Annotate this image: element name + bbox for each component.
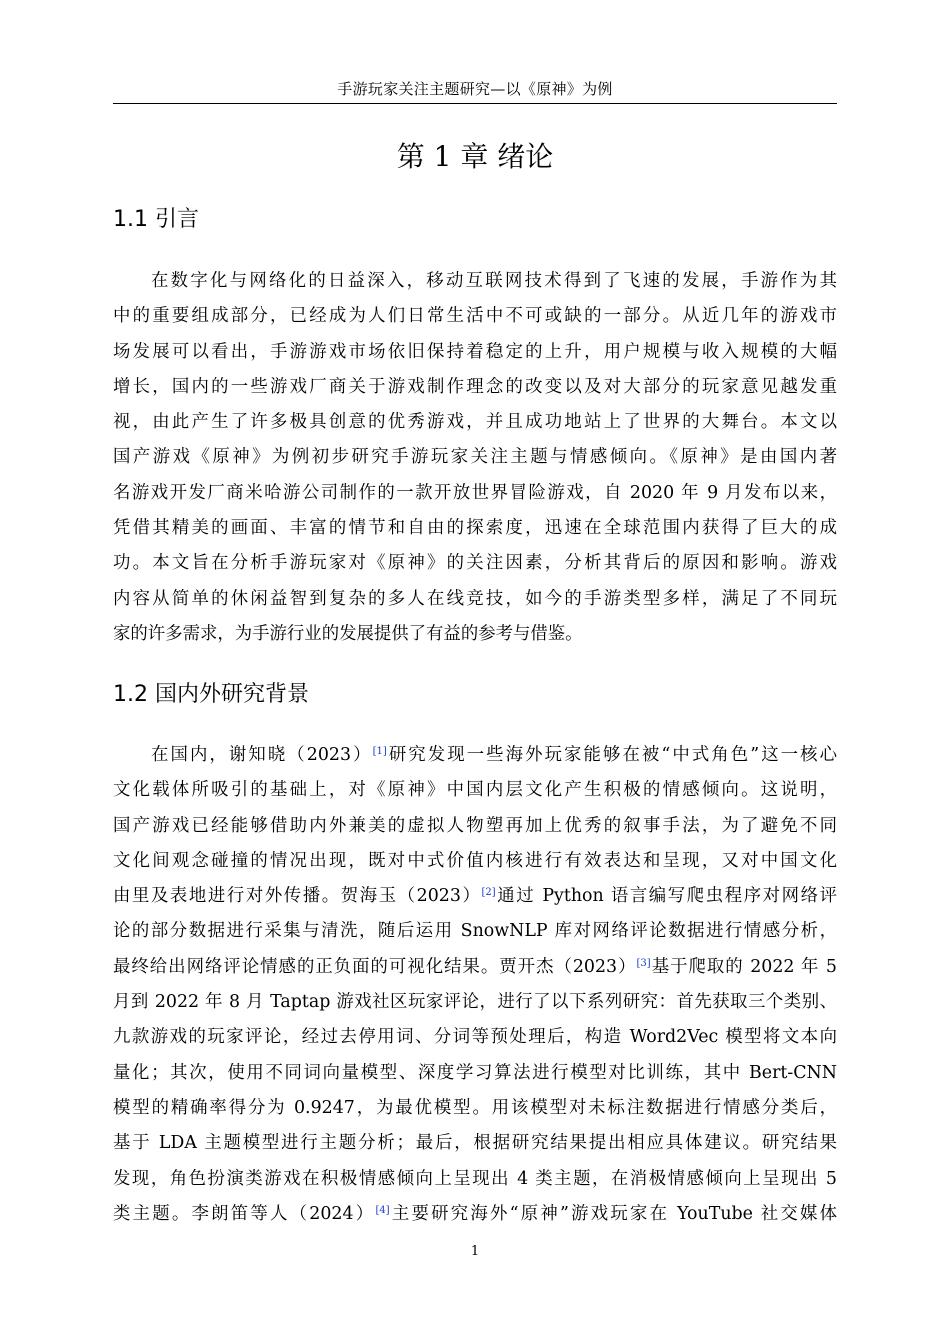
paragraph-line: 家的许多需求，为手游行业的发展提供了有益的参考与借鉴。 — [113, 623, 583, 644]
paragraph-line — [113, 1056, 837, 1091]
paragraph-line — [113, 1197, 837, 1232]
line-text: 文化间观念碰撞的情况出现，既对中式价值内核进行有效表达和呈现，又对中国文化 — [113, 850, 837, 871]
paragraph-line — [113, 773, 837, 808]
running-header: 手游玩家关注主题研究—以《原神》为例 — [337, 80, 613, 98]
header-rule — [113, 103, 837, 104]
line-text: 在国内，谢知晓（2023） — [151, 745, 373, 765]
line-text: 国产游戏已经能够借助内外兼美的虚拟人物塑再加上优秀的叙事手法，为了避免不同 — [113, 815, 837, 836]
paragraph-line — [113, 809, 837, 844]
chapter-title: 第 1 章 绪论 — [396, 140, 554, 173]
paragraph-line: 视，由此产生了许多极具创意的优秀游戏，并且成功地站上了世界的大舞台。本文以 — [113, 412, 837, 433]
paragraph-line — [113, 950, 837, 985]
page-number: 1 — [470, 1244, 480, 1259]
line-text: 量化；其次，使用不同词向量模型、深度学习算法进行模型对比训练，其中 Bert-CNN — [113, 1062, 837, 1083]
citation-link[interactable]: [3] — [636, 957, 651, 969]
paragraph-line — [113, 844, 837, 879]
section-heading-intro: 1.1 引言 — [113, 207, 199, 232]
paragraph-line: 功。本文旨在分析手游玩家对《原神》的关注因素，分析其背后的原因和影响。游戏 — [113, 553, 837, 574]
line-text: 文化载体所吸引的基础上，对《原神》中国内层文化产生积极的情感倾向。这说明， — [113, 780, 837, 801]
paragraph-line: 增长，国内的一些游戏厂商关于游戏制作理念的改变以及对大部分的玩家意见越发重 — [113, 376, 837, 397]
paragraph-line — [113, 914, 837, 949]
line-text: 基于 LDA 主题模型进行主题分析；最后，根据研究结果提出相应具体建议。研究结果 — [113, 1133, 837, 1154]
paragraph-line — [113, 879, 837, 914]
intro-paragraph — [113, 264, 837, 652]
paragraph-line: 内容从简单的休闲益智到复杂的多人在线竞技，如今的手游类型多样，满足了不同玩 — [113, 588, 837, 609]
paragraph-line: 名游戏开发厂商米哈游公司制作的一款开放世界冒险游戏，自 2020 年 9 月发布以来， — [113, 482, 837, 503]
paragraph-line — [113, 738, 837, 773]
paragraph-line — [113, 985, 837, 1020]
line-text: 模型的精确率得分为 0.9247，为最优模型。用该模型对未标注数据进行情感分类后， — [113, 1097, 837, 1118]
section-heading-background: 1.2 国内外研究背景 — [113, 682, 309, 707]
line-text: 通过 Python 语言编写爬虫程序对网络评 — [495, 886, 837, 907]
paragraph-line: 场发展可以看出，手游游戏市场依旧保持着稳定的上升，用户规模与收入规模的大幅 — [113, 341, 837, 362]
line-text: 发现，角色扮演类游戏在积极情感倾向上呈现出 4 类主题，在消极情感倾向上呈现出 5 — [113, 1168, 837, 1189]
line-text: 研究发现一些海外玩家能够在被“中式角色”这一核心 — [386, 745, 837, 765]
paragraph-line — [113, 1020, 837, 1055]
paragraph-line — [113, 1126, 837, 1161]
line-text: 论的部分数据进行采集与清洗，随后运用 SnowNLP 库对网络评论数据进行情感分析， — [113, 921, 837, 942]
line-text: 由里及表地进行对外传播。贺海玉（2023） — [113, 886, 482, 907]
line-text: 最终给出网络评论情感的正负面的可视化结果。贾开杰（2023） — [113, 956, 637, 977]
paragraph-line: 凭借其精美的画面、丰富的情节和自由的探索度，迅速在全球范围内获得了巨大的成 — [113, 518, 837, 539]
paragraph-line — [113, 1091, 837, 1126]
line-text: 类主题。李朗笛等人（2024） — [113, 1203, 376, 1224]
line-text: 主要研究海外“原神”游戏玩家在 YouTube 社交媒体 — [389, 1203, 837, 1224]
line-text: 基于爬取的 2022 年 5 — [650, 956, 837, 977]
paragraph-line: 国产游戏《原神》为例初步研究手游玩家关注主题与情感倾向。《原神》是由国内著 — [113, 447, 837, 468]
line-text: 月到 2022 年 8 月 Taptap 游戏社区玩家评论，进行了以下系列研究：首先获取三个类别、 — [113, 992, 837, 1013]
paragraph-line: 在数字化与网络化的日益深入，移动互联网技术得到了飞速的发展，手游作为其 — [151, 271, 837, 291]
background-paragraph — [113, 738, 837, 1232]
citation-link[interactable]: [2] — [481, 887, 496, 899]
citation-link[interactable]: [1] — [372, 746, 387, 757]
line-text: 九款游戏的玩家评论，经过去停用词、分词等预处理后，构造 Word2Vec 模型将文本向 — [113, 1027, 837, 1048]
paragraph-line — [113, 1162, 837, 1197]
paragraph-line: 中的重要组成部分，已经成为人们日常生活中不可或缺的一部分。从近几年的游戏市 — [113, 306, 837, 327]
citation-link[interactable]: [4] — [375, 1204, 390, 1216]
